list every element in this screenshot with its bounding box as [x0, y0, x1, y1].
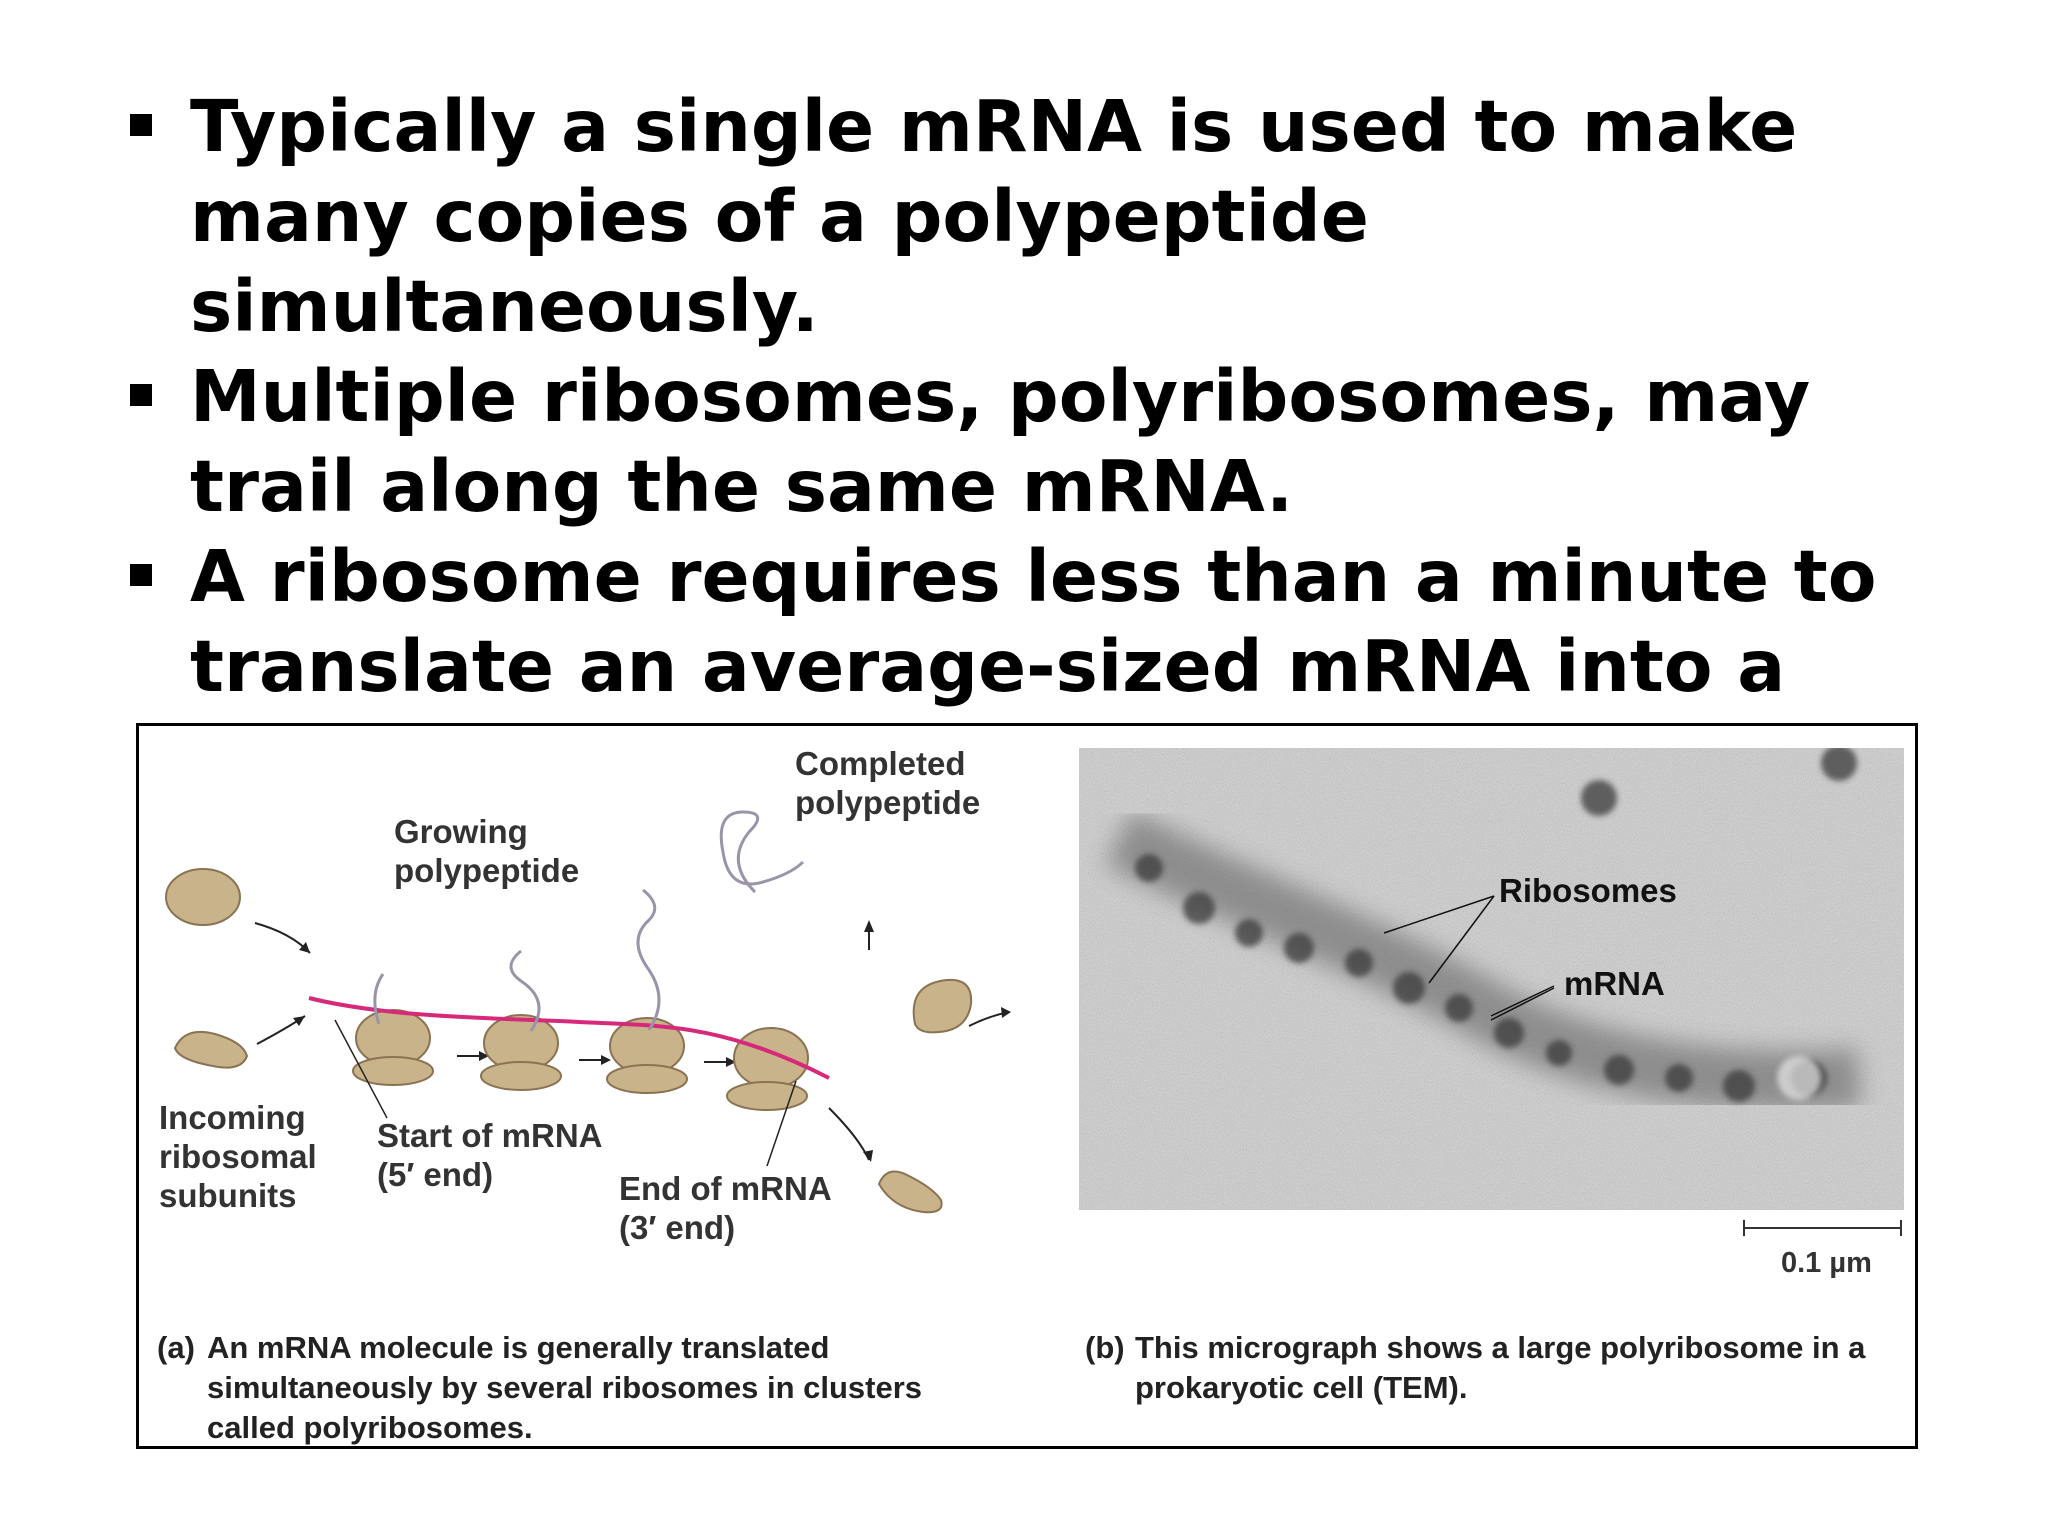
bullet-text: Typically a single mRNA is used to make many copies of a polypeptide simultaneously.: [190, 85, 1798, 348]
bullet-list: [0, 82, 2048, 802]
released-small-subunit: [879, 1172, 942, 1213]
label-start-of-mrna: Start of mRNA (5′ end): [377, 1117, 603, 1193]
label-end-of-mrna: End of mRNA (3′ end): [619, 1170, 832, 1246]
label-growing-polypeptide: Growing polypeptide: [394, 813, 580, 889]
bullet-text: Multiple ribosomes, polyribosomes, may trail along the same mRNA.: [190, 355, 1811, 528]
bullet-item: [0, 82, 1890, 352]
caption-a: [157, 1328, 977, 1448]
caption-b: [1085, 1328, 1905, 1408]
label-completed-polypeptide: Completed polypeptide: [795, 745, 981, 821]
square-bullet-icon: [130, 564, 152, 586]
bullet-item: [0, 352, 1890, 532]
label-ribosomes: Ribosomes: [1499, 872, 1677, 909]
bullet-text: A ribosome requires less than a minute to translate an average-sized mRNA into a: [190, 535, 1877, 708]
scale-label: 0.1 µm: [1781, 1247, 1872, 1279]
incoming-large-subunit: [166, 869, 240, 925]
caption-text: This micrograph shows a large polyribosome in a prokaryotic cell (TEM).: [1135, 1330, 1866, 1405]
caption-tag: (b): [1085, 1330, 1125, 1365]
square-bullet-icon: [130, 114, 152, 136]
label-incoming-subunits: Incoming ribosomal subunits: [159, 1099, 317, 1214]
ribosome-small: [481, 1062, 561, 1090]
ribosome-small: [353, 1057, 433, 1085]
ribosome-large: [734, 1028, 808, 1088]
ribosome-small: [607, 1065, 687, 1093]
incoming-small-subunit: [175, 1032, 247, 1068]
caption-tag: (a): [157, 1330, 195, 1365]
label-mrna: mRNA: [1564, 965, 1665, 1002]
polyribosome-figure: [136, 723, 1918, 1449]
square-bullet-icon: [130, 384, 152, 406]
tem-micrograph: [1079, 748, 1904, 1210]
caption-text: An mRNA molecule is generally translated simultaneously by several ribosomes in clusters called polyribosomes.: [207, 1330, 923, 1445]
released-large-subunit: [914, 980, 971, 1032]
micrograph-image: [1079, 748, 1904, 1210]
